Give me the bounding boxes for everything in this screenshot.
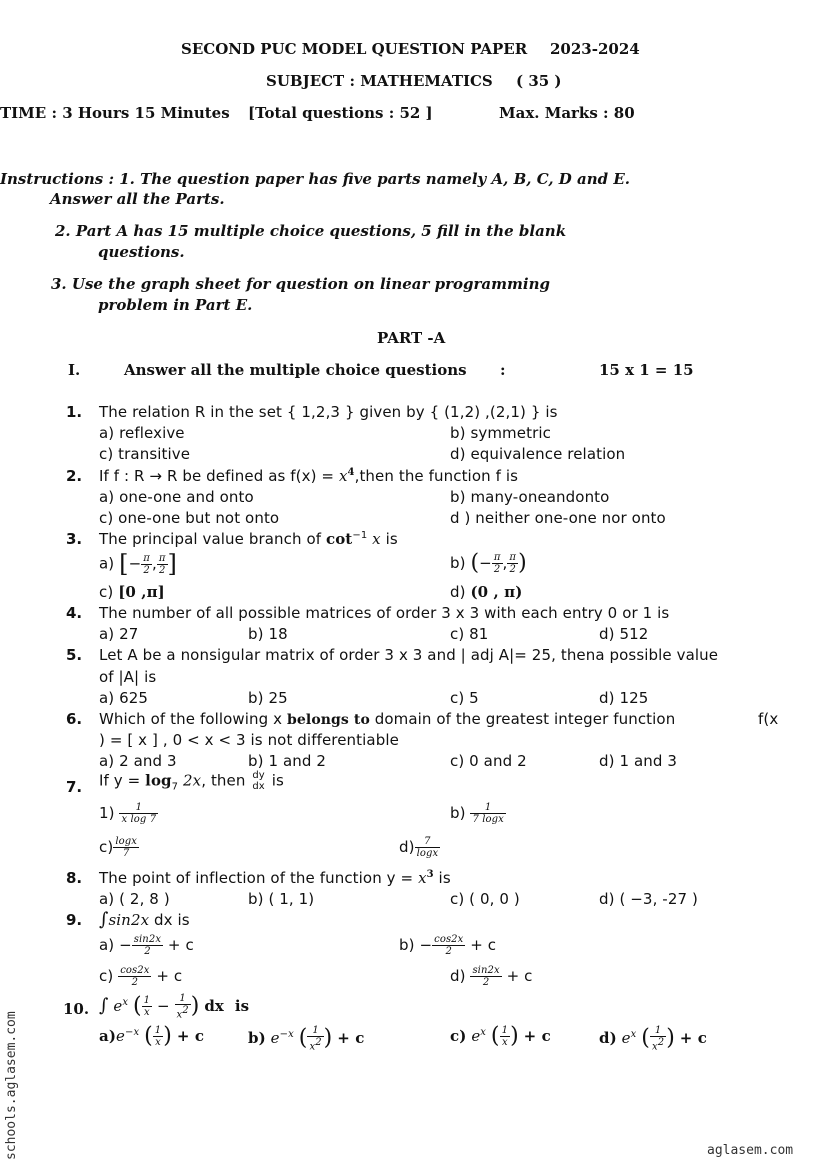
instruction-3: 3. Use the graph sheet for question on linear programming bbox=[51, 275, 550, 293]
question-number: 1. bbox=[66, 403, 83, 421]
part-title: PART -A bbox=[377, 329, 446, 347]
question-number: 4. bbox=[66, 604, 83, 622]
question-9-text: ∫sin2x dx is bbox=[99, 909, 190, 930]
question-2-option-d: d ) neither one-one nor onto bbox=[450, 509, 666, 527]
question-10-option-c: c) $e^x$ ( $\frac{1}{x}$ ) + c bbox=[450, 1023, 551, 1049]
question-number: 7. bbox=[66, 778, 83, 796]
question-3-option-c: c) [0 ,π] bbox=[99, 583, 165, 601]
subject-code: ( 35 ) bbox=[516, 72, 562, 90]
question-4-option-c: c) 81 bbox=[450, 625, 489, 643]
question-5-option-c: c) 5 bbox=[450, 689, 479, 707]
question-3-option-a: a) [− $\frac{\pi}{2}$ , $\frac{\pi}{2}$ ] bbox=[99, 550, 177, 578]
question-7-option-b: b) $\frac{1}{7 \log x}$ bbox=[450, 802, 504, 825]
paper-title: SECOND PUC MODEL QUESTION PAPER bbox=[181, 40, 528, 58]
question-number: 5. bbox=[66, 646, 83, 664]
paper-year: 2023-2024 bbox=[550, 40, 640, 58]
question-6-text-tail: f(x bbox=[758, 710, 779, 728]
question-2-option-b: b) many-oneandonto bbox=[450, 488, 610, 506]
question-number: 8. bbox=[66, 869, 83, 887]
question-10-text: ∫ $e^x$ ( $\frac{1}{x}$ − $\frac{1}{x^2}$ ) dx is bbox=[99, 993, 250, 1021]
question-8-option-a: a) ( 2, 8 ) bbox=[99, 890, 170, 908]
question-6-option-c: c) 0 and 2 bbox=[450, 752, 527, 770]
section-heading: Answer all the multiple choice questions bbox=[124, 361, 467, 379]
question-8-text: The point of inflection of the function $y = x^3$ is bbox=[99, 869, 451, 887]
question-number: 3. bbox=[66, 530, 83, 548]
question-number: 2. bbox=[66, 467, 83, 485]
question-6-text: Which of the following x belongs to domain of the greatest integer function bbox=[99, 710, 676, 728]
question-7-option-c: c) $\frac{\log x}{7}$ bbox=[99, 836, 137, 859]
question-2-text: If f : R → R be defined as $f(x) = x^4,then$ the function f is bbox=[99, 467, 518, 485]
instruction-2: 2. Part A has 15 multiple choice questions, 5 fill in the blank bbox=[55, 222, 567, 240]
instruction-2-cont: questions. bbox=[98, 243, 185, 261]
max-marks: Max. Marks : 80 bbox=[499, 104, 635, 122]
question-9-option-a: a) − $\frac{\sin 2x}{2}$ + c bbox=[99, 934, 194, 957]
question-7-text: If $y = \log_7 2x$, then dy dx is bbox=[99, 770, 284, 793]
question-10-option-a: $a)e^{-x}$ ( $\frac{1}{x}$ ) + c bbox=[99, 1023, 205, 1049]
section-roman: I. bbox=[68, 361, 81, 379]
section-colon: : bbox=[500, 361, 506, 379]
question-9-option-c: c) $\frac{\cos 2x}{2}$ + c bbox=[99, 965, 183, 988]
question-9-option-d: d) $\frac{\sin 2x}{2}$ + c bbox=[450, 965, 533, 988]
instruction-1-cont: Answer all the Parts. bbox=[50, 190, 225, 208]
question-3-text: The principal value branch of $\cot^{-1} x$ is bbox=[99, 530, 398, 548]
question-7-option-a: 1) $\frac{1}{\text{x log 7}}$ bbox=[99, 802, 157, 825]
question-6-option-d: d) 1 and 3 bbox=[599, 752, 677, 770]
question-8-option-d: d) ( −3, -27 ) bbox=[599, 890, 698, 908]
total-questions: [Total questions : 52 ] bbox=[248, 104, 433, 122]
question-5-option-b: b) 25 bbox=[248, 689, 288, 707]
question-6-text-cont: ) = [ x ] , 0 < x < 3 is not differentiable bbox=[99, 731, 399, 749]
question-6-option-a: a) 2 and 3 bbox=[99, 752, 177, 770]
question-3-option-b: b) (− $\frac{\pi}{2}$ , $\frac{\pi}{2}$ ) bbox=[450, 550, 527, 576]
question-7-option-d: d) $\frac{7}{\log x}$ bbox=[399, 836, 439, 859]
question-2-option-c: c) one-one but not onto bbox=[99, 509, 280, 527]
question-9-option-b: b) − $\frac{\cos 2x}{2}$ + c bbox=[399, 934, 497, 957]
question-5-text-cont: of |A| is bbox=[99, 668, 157, 686]
question-number: 9. bbox=[66, 911, 83, 929]
question-2-option-a: a) one-one and onto bbox=[99, 488, 254, 506]
section-marks: 15 x 1 = 15 bbox=[599, 361, 694, 379]
question-1-option-a: a) reflexive bbox=[99, 424, 185, 442]
question-1-option-c: c) transitive bbox=[99, 445, 191, 463]
question-10-option-b: b) $e^{-x}$ ( $\frac{1}{x^2}$ ) + c bbox=[248, 1025, 365, 1053]
question-1-text: The relation R in the set { 1,2,3 } given by { (1,2) ,(2,1) } is bbox=[99, 403, 558, 421]
question-6-option-b: b) 1 and 2 bbox=[248, 752, 326, 770]
time-allowed: TIME : 3 Hours 15 Minutes bbox=[0, 104, 230, 122]
question-1-option-b: b) symmetric bbox=[450, 424, 551, 442]
question-8-option-c: c) ( 0, 0 ) bbox=[450, 890, 520, 908]
subject-title: SUBJECT : MATHEMATICS bbox=[266, 72, 493, 90]
question-5-text: Let A be a nonsigular matrix of order 3 x 3 and | adj A|= 25, thena possible value bbox=[99, 646, 719, 664]
question-10-option-d: d) $e^x$ ( $\frac{1}{x^2}$ ) + c bbox=[599, 1025, 707, 1053]
question-number: 6. bbox=[66, 710, 83, 728]
side-watermark: schools.aglasem.com bbox=[4, 1011, 19, 1160]
question-4-option-d: d) 512 bbox=[599, 625, 649, 643]
question-8-option-b: b) ( 1, 1) bbox=[248, 890, 315, 908]
question-4-option-a: a) 27 bbox=[99, 625, 139, 643]
question-4-text: The number of all possible matrices of order 3 x 3 with each entry 0 or 1 is bbox=[99, 604, 670, 622]
question-3-option-d: d) (0 , π) bbox=[450, 583, 523, 601]
question-1-option-d: d) equivalence relation bbox=[450, 445, 626, 463]
question-5-option-a: a) 625 bbox=[99, 689, 149, 707]
question-number: 10. bbox=[63, 1000, 90, 1018]
instruction-3-cont: problem in Part E. bbox=[98, 296, 253, 314]
question-5-option-d: d) 125 bbox=[599, 689, 649, 707]
instruction-1: Instructions : 1. The question paper has five parts namely A, B, C, D and E. bbox=[0, 170, 631, 188]
footer-watermark: aglasem.com bbox=[707, 1143, 794, 1158]
question-4-option-b: b) 18 bbox=[248, 625, 288, 643]
